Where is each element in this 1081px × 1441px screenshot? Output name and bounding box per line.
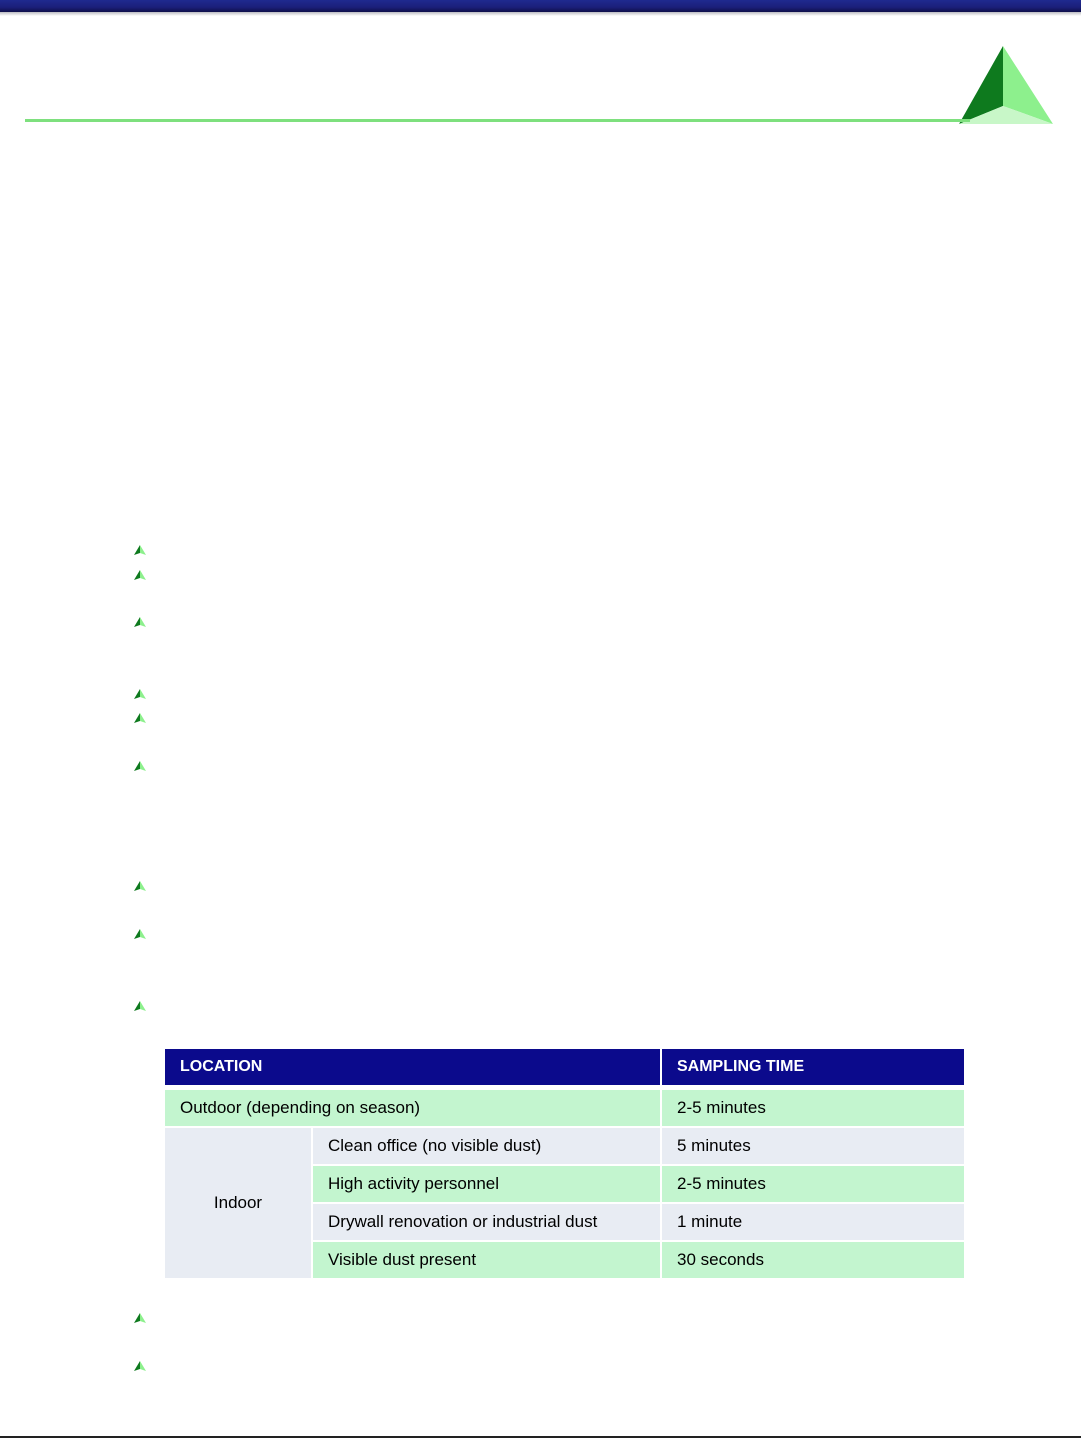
indoor-time-cell: 5 minutes xyxy=(662,1126,964,1164)
top-header-shadow xyxy=(0,12,1081,16)
indoor-time-cell: 2-5 minutes xyxy=(662,1164,964,1202)
triangle-bullet-icon xyxy=(134,881,146,892)
indoor-condition-cell: High activity personnel xyxy=(311,1164,662,1202)
header-rule xyxy=(25,119,970,122)
sampling-time-header: SAMPLING TIME xyxy=(662,1049,964,1088)
indoor-time-cell: 1 minute xyxy=(662,1202,964,1240)
triangle-bullet-icon xyxy=(134,1001,146,1012)
triangle-bullet-icon xyxy=(134,545,146,556)
footer-rule xyxy=(0,1436,1081,1438)
triangle-bullet-icon xyxy=(134,570,146,581)
indoor-condition-cell: Drywall renovation or industrial dust xyxy=(311,1202,662,1240)
indoor-time-cell: 30 seconds xyxy=(662,1240,964,1278)
table-row xyxy=(165,1126,964,1164)
triangle-bullet-icon xyxy=(134,689,146,700)
indoor-condition-cell: Visible dust present xyxy=(311,1240,662,1278)
outdoor-location-cell: Outdoor (depending on season) xyxy=(165,1088,662,1126)
triangle-bullet-icon xyxy=(134,1313,146,1324)
table-row xyxy=(165,1088,964,1126)
triangle-bullet-icon xyxy=(134,761,146,772)
location-header: LOCATION xyxy=(165,1049,662,1088)
triangle-bullet-icon xyxy=(134,713,146,724)
triangle-bullet-icon xyxy=(134,1361,146,1372)
triangle-bullet-icon xyxy=(134,617,146,628)
pyramid-logo-icon xyxy=(955,44,1055,128)
sampling-time-table xyxy=(165,1049,964,1278)
top-header-band xyxy=(0,0,1081,12)
table-header-row xyxy=(165,1049,964,1088)
indoor-condition-cell: Clean office (no visible dust) xyxy=(311,1126,662,1164)
triangle-bullet-icon xyxy=(134,929,146,940)
outdoor-time-cell: 2-5 minutes xyxy=(662,1088,964,1126)
indoor-location-cell: Indoor xyxy=(165,1126,311,1278)
